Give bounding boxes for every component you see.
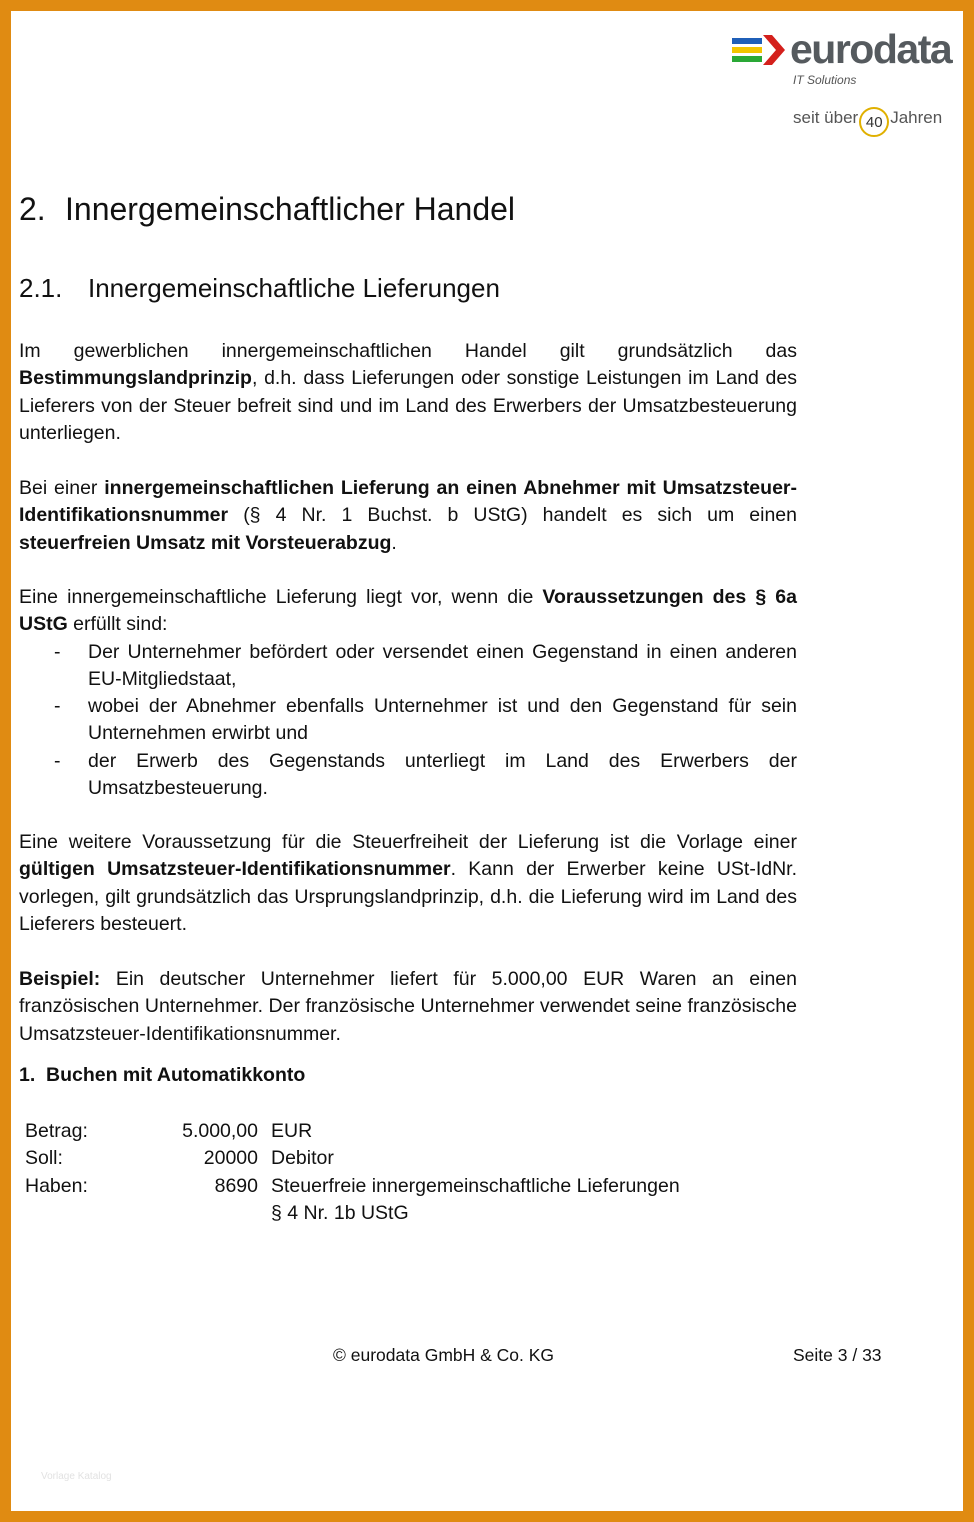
logo-arrow-icon <box>761 33 787 67</box>
logo-years: seit über 40 Jahren <box>793 103 942 133</box>
watermark: Vorlage Katalog <box>41 1471 112 1482</box>
logo-wordmark: eurodata <box>790 26 952 72</box>
eurodata-logo <box>732 26 963 141</box>
paragraph-example: Beispiel: Ein deutscher Unternehmer liefert für 5.000,00 EUR Waren an einen französischen Unternehmer. Der französische Unternehmer verwendet seine französische Umsatzsteuer-Identifikationsnummer. <box>19 968 797 1045</box>
step-heading: 1. Buchen mit Automatikkonto <box>19 1064 306 1086</box>
logo-tagline: IT Solutions <box>793 73 857 87</box>
paragraph-vat-id-requirement: Eine weitere Voraussetzung für die Steuerfreiheit der Lieferung ist die Vorlage einer gültigen Umsatzsteuer-Identifikationsnummer. Kann der Erwerber keine USt-IdNr. vorlegen, gilt grundsätzlich das Ursprungslandprinzip, d.h. die Lieferung wird im Land des Lieferers besteuert. <box>19 831 797 935</box>
paragraph-tax-free-delivery: Bei einer innergemeinschaftlichen Lieferung an einen Abnehmer mit Umsatzsteuer-Identifikationsnummer (§ 4 Nr. 1 Buchst. b UStG) handelt es sich um einen steuerfreien Umsatz mit Vorsteuerabzug. <box>19 477 797 554</box>
footer-page-number: Seite 3 / 33 <box>793 1345 882 1365</box>
list-item: - Der Unternehmer befördert oder versendet einen Gegenstand in einen anderen EU-Mitgliedstaat, <box>54 641 797 691</box>
document-page: eurodata IT Solutions seit über 40 Jahren 2. Innergemeinschaftlicher Handel 2.1. Innergemeinschaftliche Lieferungen Im gewerblichen innergemeinschaftlichen Handel gilt grundsätzlich das Bestimmungslandprinzip, d.h. dass Lieferungen oder sonstige Leistungen im Land des Lieferers von der Steuer befreit sind und im Land des Erwerbers der Umsatzbesteuerung unterliegen. Bei einer innergemeinschaftlichen Lieferung an einen Abnehmer mit Umsatzsteuer-Identifikationsnummer (§ 4 Nr. 1 Buchst. b UStG) handelt es sich um einen steuerfreien Umsatz mit Vorsteuerabzug. Eine innergemeinschaftliche Lieferung liegt vor, wenn die Voraussetzungen des § 6a UStG erfüllt sind: - Der Unternehmer befördert oder versendet einen Gegenstand in einen anderen EU-Mitgliedstaat, - wobei der Abnehmer ebenfalls Unternehmer ist und den Gegenstand für sein Unternehmen erwirbt und - der Erwerb des Gegenstands unterliegt im Land des Erwerbers der Umsatzbesteuerung. Eine weitere Voraussetzung für die Steuerfreiheit der Lieferung ist die Vorlage einer gültigen Umsatzsteuer-Identifikationsnummer. Kann der Erwerber keine USt-IdNr. vorlegen, gilt grundsätzlich das Ursprungslandprinzip, d.h. die Lieferung wird im Land des Lieferers besteuert. Beispiel: Ein deutscher Unternehmer liefert für 5.000,00 EUR Waren an einen französischen Unternehmer. Der französische Unternehmer verwendet seine französische Umsatzsteuer-Identifikationsnummer. 1. Buchen mit Automatikkonto Betrag: 5.000,00 EUR Soll: 20000 Debitor Haben: 8690 Steuerfreie innergemeinschaftliche Lieferungen § 4 Nr. 1b UStG © eurodata GmbH & Co. KG Seite 3 / 33 Vorlage Katalog <box>11 11 963 1511</box>
list-item: - der Erwerb des Gegenstands unterliegt im Land des Erwerbers der Umsatzbesteuerung. <box>54 750 797 800</box>
list-item: - wobei der Abnehmer ebenfalls Unternehmer ist und den Gegenstand für sein Unternehmen erwirbt und <box>54 695 797 745</box>
logo-color-bars <box>732 38 762 65</box>
section-heading: 2. Innergemeinschaftlicher Handel <box>19 191 516 227</box>
subsection-heading: 2.1. Innergemeinschaftliche Lieferungen <box>19 273 500 303</box>
paragraph-destination-principle: Im gewerblichen innergemeinschaftlichen Handel gilt grundsätzlich das Bestimmungslandprinzip, d.h. dass Lieferungen oder sonstige Leistungen im Land des Lieferers von der Steuer befreit sind und im Land des Erwerbers der Umsatzbesteuerung unterliegen. <box>19 340 797 444</box>
years-badge: 40 <box>859 107 889 137</box>
paragraph-requirements: Eine innergemeinschaftliche Lieferung liegt vor, wenn die Voraussetzungen des § 6a UStG erfüllt sind: <box>19 586 797 636</box>
footer-copyright: © eurodata GmbH & Co. KG <box>333 1345 555 1365</box>
